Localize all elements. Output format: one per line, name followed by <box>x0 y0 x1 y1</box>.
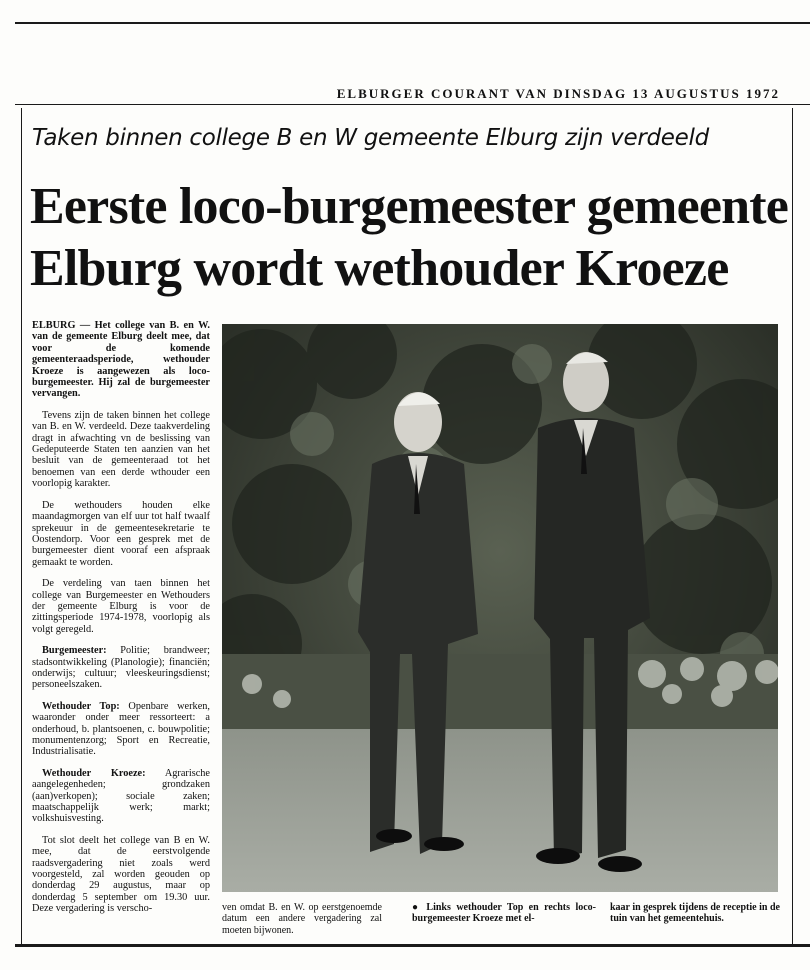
article-continuation: ven omdat B. en W. op eerstgenoemde datum een andere vergadering zal moeten bijwonen. <box>222 902 382 936</box>
task-top: Wethouder Top: Openbare werken, waaronder onder meer ressorteert: a onderhoud, b. plantsoenen, c. bouwpolitie; monumentenzorg; Sport en Recreatie, Industrialisatie. <box>32 700 210 758</box>
kicker-subheadline: Taken binnen college B en W gemeente Elburg zijn verdeeld <box>32 125 709 151</box>
photo-caption-part1: ● Links wethouder Top en rechts loco-burgemeester Kroeze met el- <box>412 902 597 925</box>
task-burgemeester: Burgemeester: Politie; brandweer; stadsontwikkeling (Planologie); financiën; onderwijs; cultuur; vleeskeuringsdienst; personeelszaken. <box>32 645 211 691</box>
photo-caption-part2: kaar in gesprek tijdens de receptie in de tuin van het gemeentehuis. <box>610 902 780 925</box>
task-kroeze: Wethouder Kroeze: Agrarische aangelegenheden; grondzaken (aan)verkopen); sociale zaken; maatschappelijk werk; markt; volkshuisvesting. <box>32 767 210 825</box>
bottom-border <box>15 944 810 947</box>
photo-two-men-in-garden <box>222 324 778 892</box>
caption-bullet: ● <box>412 902 421 913</box>
top-border <box>15 22 810 24</box>
headline: Eerste loco-burgemeester gemeente Elburg wordt wethouder Kroeze <box>30 178 789 297</box>
paragraph: De verdeling van taen binnen het college van Burgemeester en Wethouders der gemeente Elburg is voor de zittingsperiode 1974-1978, voorlopig als volgt geregeld. <box>32 578 210 635</box>
masthead-rule <box>15 104 810 105</box>
paragraph: Tevens zijn de taken binnen het college van B. en W. verdeeld. Deze taakverdeling dragt in afwachting vn de beslissing van Gedeputeerde Staten ten aanzien van het besluit van de gemeenteraad tot het benoemen van een derde wthouder een voorlopig karakter. <box>32 409 210 490</box>
photo-illustration <box>222 324 778 892</box>
masthead: ELBURGER COURANT VAN DINSDAG 13 AUGUSTUS 1972 <box>336 86 780 101</box>
clipping-left-edge <box>21 108 22 946</box>
task-label: Burgemeester: <box>42 645 107 657</box>
lead-paragraph: ELBURG — Het college van B. en W. van de gemeente Elburg deelt mee, dat voor de komende gemeenteraadsperiode, wethouder Kroeze is aangewezen als loco-burgemeester. Hij zal de burgemeester vervangen. <box>32 320 210 400</box>
paragraph: De wethouders houden elke maandagmorgen van elf uur tot half twaalf sprekeuur in de gemeentesekretarie te Oostendorp. Voor een gesprek met de burgemeester dient vooraf een afspraak gemaakt te worden. <box>32 499 210 568</box>
task-label: Wethouder Top: <box>42 700 120 712</box>
paragraph: Tot slot deelt het college van B en W. mee, dat de eerstvolgende raadsvergadering niet zoals werd voorgesteld, zal worden geouden op donderdag 29 augustus, maar op donderdag 5 september om 19.30 uur. Deze vergadering is verscho- <box>32 834 210 915</box>
article-body <box>32 320 210 925</box>
task-label: Wethouder Kroeze: <box>42 767 146 779</box>
